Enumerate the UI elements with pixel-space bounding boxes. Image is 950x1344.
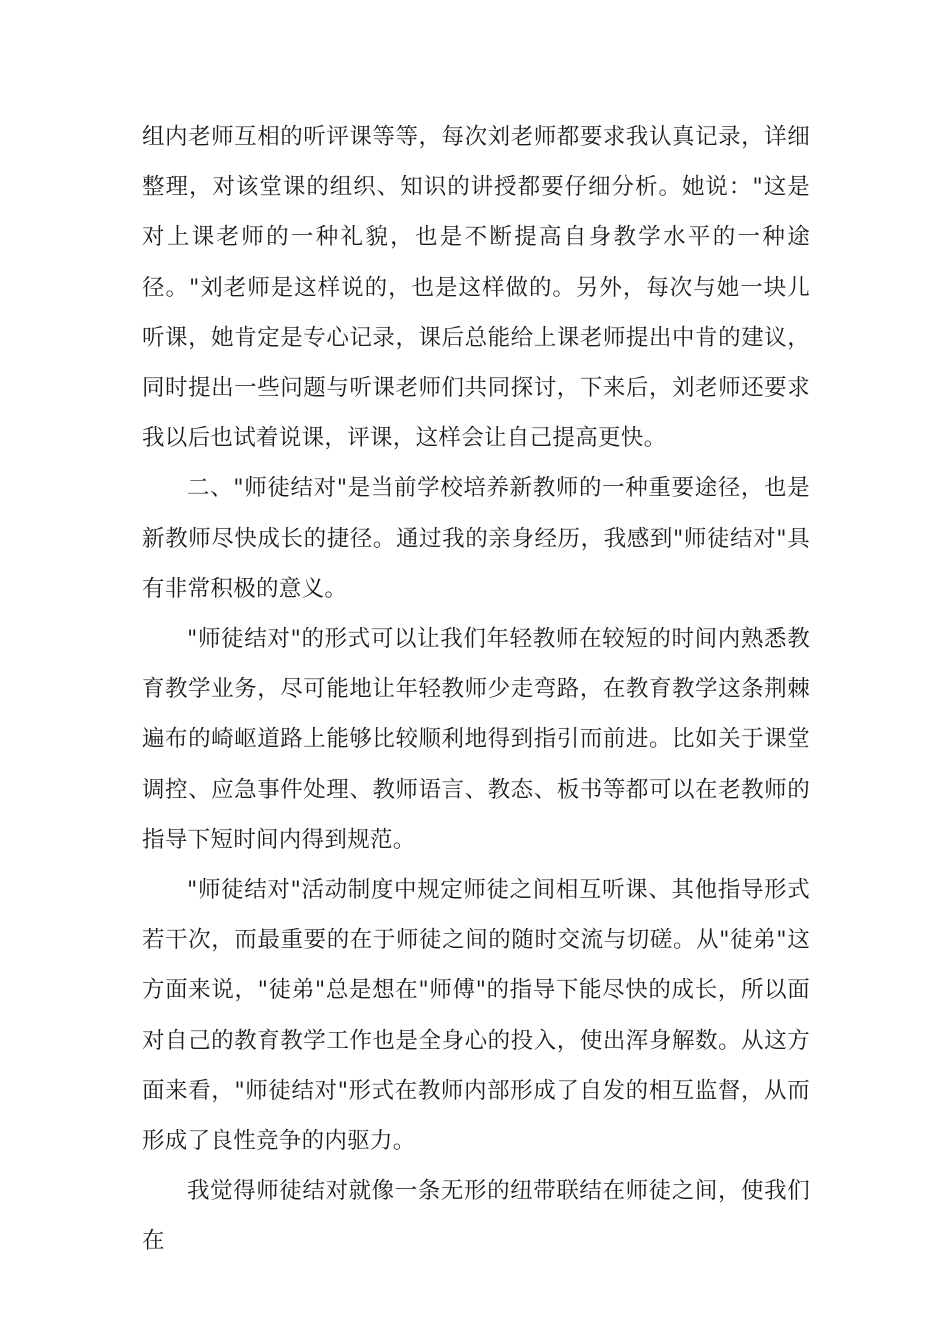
paragraph-1: 组内老师互相的听评课等等，每次刘老师都要求我认真记录，详细整理，对该堂课的组织、知识的讲授都要仔细分析。她说："这是对上课老师的一种礼貌，也是不断提高自身教学水平的一种途径。"刘老师是这样说的，也是这样做的。另外，每次与她一块儿听课，她肯定是专心记录，课后总能给上课老师提出中肯的建议，同时提出一些问题与听课老师们共同探讨，下来后，刘老师还要求我以后也试着说课，评课，这样会让自己提高更快。 <box>142 124 810 452</box>
paragraph-4: "师徒结对"活动制度中规定师徒之间相互听课、其他指导形式若干次，而最重要的在于师徒之间的随时交流与切磋。从"徒弟"这方面来说，"徒弟"总是想在"师傅"的指导下能尽快的成长，所以面对自己的教育教学工作也是全身心的投入，使出浑身解数。从这方面来看，"师徒结对"形式在教师内部形成了自发的相互监督，从而形成了良性竞争的内驱力。 <box>142 877 810 1155</box>
paragraph-5: 我觉得师徒结对就像一条无形的纽带联结在师徒之间，使我们在 <box>142 1178 810 1255</box>
paragraph-2: 二、"师徒结对"是当前学校培养新教师的一种重要途径，也是新教师尽快成长的捷径。通过我的亲身经历，我感到"师徒结对"具有非常积极的意义。 <box>142 475 810 602</box>
document-body <box>142 112 810 1267</box>
paragraph-3: "师徒结对"的形式可以让我们年轻教师在较短的时间内熟悉教育教学业务，尽可能地让年轻教师少走弯路，在教育教学这条荆棘遍布的崎岖道路上能够比较顺利地得到指引而前进。比如关于课堂调控、应急事件处理、教师语言、教态、板书等都可以在老教师的指导下短时间内得到规范。 <box>142 626 810 853</box>
